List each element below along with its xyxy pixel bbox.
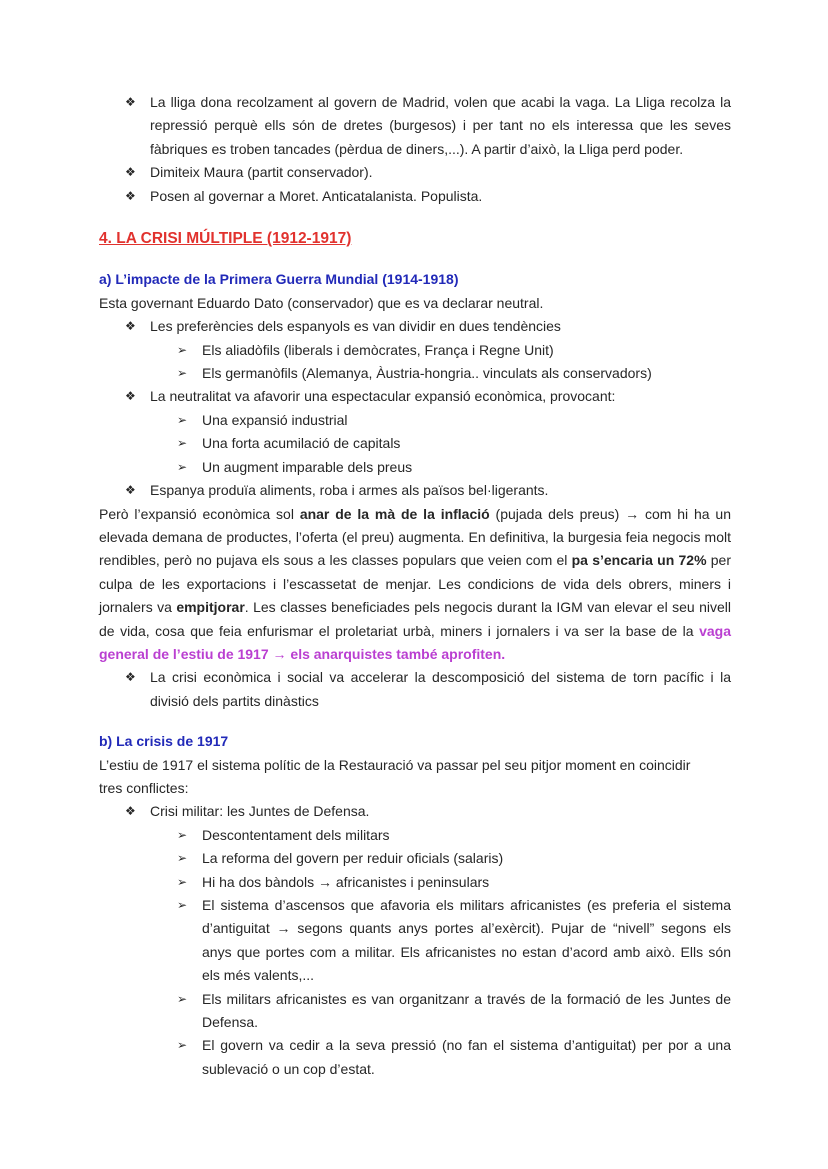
subbullet-item-reforma <box>99 847 731 870</box>
subbullet-item-expansio <box>99 409 731 432</box>
subbullet-item-acumulacio <box>99 432 731 455</box>
arrow-bullet-icon: ➢ <box>177 366 188 381</box>
arrow-bullet-icon: ➢ <box>177 874 188 889</box>
paragraph-dato: Esta governant Eduardo Dato (conservador) que es va declarar neutral. <box>99 294 544 311</box>
arrow-bullet-icon: ➢ <box>177 412 188 427</box>
bullet-text-espanya: Espanya produïa aliments, roba i armes als països bel·ligerants. <box>150 482 549 499</box>
subbullet-item-descontentament <box>99 824 731 847</box>
bullet-text-crisi-militar: Crisi militar: les Juntes de Defensa. <box>150 803 370 820</box>
bold-text-segment: anar de la mà de la inflació <box>299 505 490 522</box>
diamond-bullet-icon: ❖ <box>125 319 136 334</box>
subbullet-item-augment <box>99 456 731 479</box>
arrow-bullet-icon: ➢ <box>177 342 188 357</box>
subbullet-text-ascensos: El sistema d’ascensos que afavoria els militars africanistes (es preferia el sistema d’antiguitat → segons quants anys portes al’exèrcit). Pujar de “nivell” segons els anys que portes com a militar. Els africanistes no estan d’acord amb això. Ells són els més valents,... <box>202 897 731 984</box>
bold-text-segment: pa s’encaria un 72% <box>571 552 707 569</box>
subbullet-text-augment: Un augment imparable dels preus <box>202 458 413 475</box>
diamond-bullet-icon: ❖ <box>125 670 136 685</box>
arrow-bullet-icon: ➢ <box>177 851 188 866</box>
subsection-a-heading: a) L’impacte de la Primera Guerra Mundial (1914-1918) <box>99 271 459 288</box>
section-heading-crisi-multiple: 4. LA CRISI MÚLTIPLE (1912-1917) <box>99 230 352 248</box>
bullet-item-neutralitat <box>99 385 731 408</box>
arrow-bullet-icon: ➢ <box>177 459 188 474</box>
bold-text-segment: empitjorar <box>176 599 245 616</box>
subsection-b-heading: b) La crisis de 1917 <box>99 733 229 750</box>
text-segment: . Les classes beneficiades pels negocis durant la IGM van elevar el seu nivell de vida, cosa que feia enfurismar el proletariat urbà, miners i jornalers i va ser la base de la <box>99 599 731 639</box>
bullet-text-preferencies: Les preferències dels espanyols es van dividir en dues tendències <box>150 318 561 335</box>
text-segment: per culpa de les exportacions i l’escassetat de menjar. Les condicions de vida dels obrers, miners i jornalers va <box>99 552 732 616</box>
diamond-bullet-icon: ❖ <box>125 188 136 203</box>
diamond-bullet-icon: ❖ <box>125 389 136 404</box>
bullet-item-espanya <box>99 479 731 502</box>
paragraph-estiu-line2: tres conflictes: <box>99 779 189 796</box>
bullet-text-dimiteix: Dimiteix Maura (partit conservador). <box>150 164 373 181</box>
arrow-bullet-icon: ➢ <box>177 898 188 912</box>
subbullet-text-reforma: La reforma del govern per reduir oficials (salaris) <box>202 850 504 867</box>
subbullet-item-juntes <box>99 988 731 1035</box>
diamond-bullet-icon: ❖ <box>125 95 136 109</box>
diamond-bullet-icon: ❖ <box>125 483 136 498</box>
bullet-item-lliga <box>99 91 731 161</box>
subbullet-text-expansio: Una expansió industrial <box>202 411 348 428</box>
subbullet-item-germanofils <box>99 362 731 385</box>
subbullet-item-govern <box>99 1034 731 1081</box>
bullet-text-neutralitat: La neutralitat va afavorir una espectacular expansió econòmica, provocant: <box>150 388 616 405</box>
arrow-bullet-icon: ➢ <box>177 1038 188 1053</box>
bullet-item-dimiteix <box>99 161 731 184</box>
subbullet-item-bandols <box>99 871 731 894</box>
arrow-bullet-icon: ➢ <box>177 436 188 451</box>
text-segment: Però l’expansió econòmica sol <box>99 505 300 522</box>
subbullet-item-ascensos <box>99 894 731 988</box>
text-segment: (pujada dels preus) → com hi ha un elevada demana de productes, l’oferta (el preu) augmenta. En definitiva, la burgesia feia negocis molt rendibles, però no pujava els sous a les classes populars que veien com el <box>99 505 731 569</box>
bullet-text-lliga: La lliga dona recolzament al govern de Madrid, volen que acabi la vaga. La Lliga recolza la repressió perquè ells són de dretes (burgesos) i per tant no els interessa que les seves fàbriques es troben tancades (pèrdua de diners,...). A partir d’això, la Lliga perd poder. <box>150 94 731 157</box>
magenta-highlight-segment: vaga general de l’estiu de 1917 → els anarquistes també aprofiten. <box>99 622 731 662</box>
bullet-item-crisi-militar <box>99 800 731 823</box>
subbullet-text-germanofils: Els germanòfils (Alemanya, Àustria-hongria.. vinculats als conservadors) <box>202 365 652 382</box>
arrow-bullet-icon: ➢ <box>177 827 188 842</box>
diamond-bullet-icon: ❖ <box>125 804 136 819</box>
bullet-text-moret: Posen al governar a Moret. Anticatalanista. Populista. <box>150 187 483 204</box>
subbullet-text-govern: El govern va cedir a la seva pressió (no fan el sistema d’antiguitat) per por a una sublevació o un cop d’estat. <box>202 1037 731 1077</box>
bullet-text-crisi-economica: La crisi econòmica i social va accelerar la descomposició del sistema de torn pacífic i la divisió dels partits dinàstics <box>150 669 731 709</box>
arrow-bullet-icon: ➢ <box>177 991 188 1006</box>
bullet-item-crisi-economica <box>99 666 731 713</box>
subbullet-text-descontentament: Descontentament dels militars <box>202 826 390 843</box>
subbullet-text-bandols: Hi ha dos bàndols → africanistes i peninsulars <box>202 873 490 890</box>
bullet-item-moret <box>99 185 731 208</box>
paragraph-estiu-line1: L’estiu de 1917 el sistema polític de la Restauració va passar pel seu pitjor moment en coincidir <box>99 756 691 773</box>
subbullet-text-aliadofils: Els aliadòfils (liberals i demòcrates, França i Regne Unit) <box>202 341 554 358</box>
paragraph-inflacio <box>99 503 731 667</box>
subbullet-text-juntes: Els militars africanistes es van organitzanr a través de la formació de les Juntes de Defensa. <box>202 990 731 1031</box>
bullet-item-preferencies <box>99 315 731 338</box>
diamond-bullet-icon: ❖ <box>125 165 136 180</box>
subbullet-text-acumulacio: Una forta acumilació de capitals <box>202 435 401 452</box>
subbullet-item-aliadofils <box>99 339 731 362</box>
